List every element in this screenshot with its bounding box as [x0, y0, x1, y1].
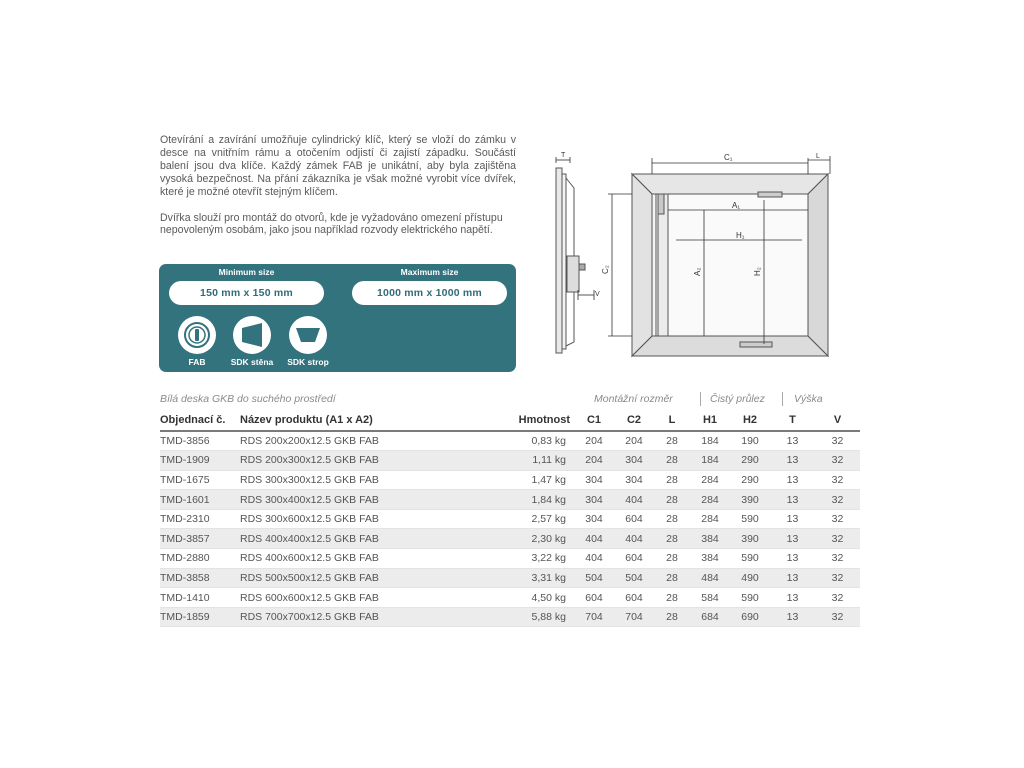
cell-c1: 204 [574, 431, 614, 451]
technical-drawing [540, 148, 840, 360]
cell-order-number: TMD-3856 [160, 431, 240, 451]
col-c1: C1 [586, 414, 602, 426]
cell-weight: 4,50 kg [490, 588, 574, 608]
cell-c2: 604 [614, 509, 654, 529]
cell-h1: 384 [690, 529, 730, 549]
cell-c1: 704 [574, 607, 614, 627]
group-clear-opening: Čistý průlez [710, 393, 765, 405]
cell-h2: 190 [730, 431, 770, 451]
cell-weight: 5,88 kg [490, 607, 574, 627]
cell-v: 32 [815, 529, 860, 549]
cell-product-name: RDS 700x700x12.5 GKB FAB [240, 607, 490, 627]
cell-h2: 590 [730, 509, 770, 529]
cell-product-name: RDS 400x400x12.5 GKB FAB [240, 529, 490, 549]
cell-weight: 1,47 kg [490, 470, 574, 490]
description-paragraph-1: Otevírání a zavírání umožňuje cylindrický klíč, který se vloží do zámku v desce na vnitřním rámu a otočením odjistí či zajistí západku. Součástí balení jsou dva klíče. Každý zámek FAB je unikátní, aby byla zajištěna vysoká bezpečnost. Na přání zákazníka je však možné vyrobit více dvířek, které je možné otevřít stejným klíčem. [160, 134, 516, 198]
cell-v: 32 [815, 509, 860, 529]
cell-weight: 2,30 kg [490, 529, 574, 549]
cell-t: 13 [770, 588, 815, 608]
cell-v: 32 [815, 470, 860, 490]
type-label-sdk-ceiling: SDK strop [287, 357, 329, 367]
cell-c2: 304 [614, 470, 654, 490]
cell-t: 13 [770, 509, 815, 529]
product-table-section [160, 388, 860, 627]
cell-t: 13 [770, 549, 815, 569]
cell-h1: 484 [690, 568, 730, 588]
col-order-number: Objednací č. [160, 414, 226, 426]
cell-h1: 384 [690, 549, 730, 569]
group-mount-size: Montážní rozměr [594, 393, 673, 405]
table-row [160, 431, 860, 451]
cell-h2: 690 [730, 607, 770, 627]
cell-h2: 590 [730, 588, 770, 608]
table-body [160, 431, 860, 627]
table-row [160, 607, 860, 627]
cell-h2: 390 [730, 529, 770, 549]
cell-product-name: RDS 300x600x12.5 GKB FAB [240, 509, 490, 529]
cell-product-name: RDS 600x600x12.5 GKB FAB [240, 588, 490, 608]
group-divider [782, 392, 783, 406]
type-label-fab: FAB [188, 357, 206, 367]
cell-product-name: RDS 500x500x12.5 GKB FAB [240, 568, 490, 588]
cell-order-number: TMD-1410 [160, 588, 240, 608]
cell-v: 32 [815, 451, 860, 471]
wall-trapezoid-icon [233, 316, 271, 354]
cell-c2: 404 [614, 529, 654, 549]
cell-c1: 304 [574, 509, 614, 529]
col-weight: Hmotnost [518, 414, 570, 426]
label-a1: A₁ [732, 201, 741, 210]
ceiling-trapezoid-icon [289, 316, 327, 354]
table-row [160, 451, 860, 471]
label-c1: C₁ [724, 153, 733, 162]
cell-h2: 590 [730, 549, 770, 569]
cell-t: 13 [770, 529, 815, 549]
cell-l: 28 [654, 490, 690, 510]
cell-v: 32 [815, 490, 860, 510]
label-h1: H₁ [736, 231, 745, 240]
label-v: V [595, 291, 600, 298]
cell-c1: 504 [574, 568, 614, 588]
cell-c1: 404 [574, 549, 614, 569]
cell-weight: 3,22 kg [490, 549, 574, 569]
lock-cylinder-icon [178, 316, 216, 354]
cell-c1: 404 [574, 529, 614, 549]
table-row [160, 509, 860, 529]
cell-h2: 290 [730, 451, 770, 471]
cell-order-number: TMD-1601 [160, 490, 240, 510]
cell-c2: 504 [614, 568, 654, 588]
cell-t: 13 [770, 568, 815, 588]
cell-order-number: TMD-3857 [160, 529, 240, 549]
max-size-value: 1000 mm x 1000 mm [352, 281, 507, 305]
cell-product-name: RDS 200x200x12.5 GKB FAB [240, 431, 490, 451]
table-header-row [160, 410, 860, 431]
cell-v: 32 [815, 568, 860, 588]
cell-c2: 704 [614, 607, 654, 627]
cell-h1: 284 [690, 470, 730, 490]
label-l: L [816, 153, 820, 160]
product-table [160, 410, 860, 627]
cell-weight: 0,83 kg [490, 431, 574, 451]
table-row [160, 588, 860, 608]
front-view-drawing [632, 174, 828, 356]
cell-h1: 284 [690, 490, 730, 510]
cell-l: 28 [654, 549, 690, 569]
col-t: T [789, 414, 796, 426]
cell-t: 13 [770, 431, 815, 451]
cell-t: 13 [770, 607, 815, 627]
cell-weight: 3,31 kg [490, 568, 574, 588]
cell-v: 32 [815, 607, 860, 627]
cell-c2: 604 [614, 549, 654, 569]
label-a2: A₂ [693, 267, 702, 276]
cell-t: 13 [770, 490, 815, 510]
cell-l: 28 [654, 451, 690, 471]
cell-t: 13 [770, 451, 815, 471]
cell-c2: 204 [614, 431, 654, 451]
cell-c1: 604 [574, 588, 614, 608]
min-size-label: Minimum size [218, 267, 275, 277]
label-h2: H₂ [753, 267, 762, 276]
cell-c2: 604 [614, 588, 654, 608]
col-c2: C2 [626, 414, 642, 426]
table-row [160, 490, 860, 510]
cell-order-number: TMD-1859 [160, 607, 240, 627]
group-height: Výška [794, 393, 823, 405]
cell-product-name: RDS 200x300x12.5 GKB FAB [240, 451, 490, 471]
cell-l: 28 [654, 431, 690, 451]
cell-order-number: TMD-1675 [160, 470, 240, 490]
description-paragraph-2: Dvířka slouží pro montáž do otvorů, kde je vyžadováno omezení přístupu nepovoleným osobám, jako jsou například rozvody elektrického napětí. [160, 211, 503, 237]
cell-l: 28 [654, 588, 690, 608]
cell-c2: 404 [614, 490, 654, 510]
cell-h2: 290 [730, 470, 770, 490]
min-size-value: 150 mm x 150 mm [169, 281, 324, 305]
col-h2: H2 [742, 414, 758, 426]
cell-order-number: TMD-1909 [160, 451, 240, 471]
cell-h1: 184 [690, 431, 730, 451]
col-product-name: Název produktu (A1 x A2) [240, 414, 373, 426]
cell-product-name: RDS 300x300x12.5 GKB FAB [240, 470, 490, 490]
cell-h1: 584 [690, 588, 730, 608]
label-c2: C₂ [601, 265, 610, 274]
cell-v: 32 [815, 588, 860, 608]
table-row [160, 470, 860, 490]
cell-product-name: RDS 300x400x12.5 GKB FAB [240, 490, 490, 510]
cell-c1: 304 [574, 470, 614, 490]
cell-h2: 390 [730, 490, 770, 510]
label-t: T [561, 152, 566, 159]
cell-l: 28 [654, 607, 690, 627]
col-h1: H1 [702, 414, 718, 426]
cell-weight: 1,11 kg [490, 451, 574, 471]
cell-h1: 684 [690, 607, 730, 627]
cell-l: 28 [654, 568, 690, 588]
table-row [160, 568, 860, 588]
side-profile-drawing [556, 157, 594, 353]
cell-h1: 184 [690, 451, 730, 471]
group-divider [700, 392, 701, 406]
cell-weight: 2,57 kg [490, 509, 574, 529]
cell-order-number: TMD-2880 [160, 549, 240, 569]
table-group-header [160, 388, 860, 410]
cell-h2: 490 [730, 568, 770, 588]
cell-v: 32 [815, 549, 860, 569]
product-description [160, 134, 516, 250]
cell-h1: 284 [690, 509, 730, 529]
table-row [160, 529, 860, 549]
cell-v: 32 [815, 431, 860, 451]
cell-l: 28 [654, 470, 690, 490]
type-label-sdk-wall: SDK stěna [230, 357, 274, 367]
cell-t: 13 [770, 470, 815, 490]
cell-order-number: TMD-2310 [160, 509, 240, 529]
cell-order-number: TMD-3858 [160, 568, 240, 588]
cell-l: 28 [654, 509, 690, 529]
max-size-label: Maximum size [400, 267, 459, 277]
cell-c1: 304 [574, 490, 614, 510]
cell-c1: 204 [574, 451, 614, 471]
cell-weight: 1,84 kg [490, 490, 574, 510]
cell-product-name: RDS 400x600x12.5 GKB FAB [240, 549, 490, 569]
cell-c2: 304 [614, 451, 654, 471]
col-v: V [833, 414, 842, 426]
cell-l: 28 [654, 529, 690, 549]
table-row [160, 549, 860, 569]
table-caption: Bílá deska GKB do suchého prostředí [160, 393, 336, 405]
col-l: L [668, 414, 676, 426]
